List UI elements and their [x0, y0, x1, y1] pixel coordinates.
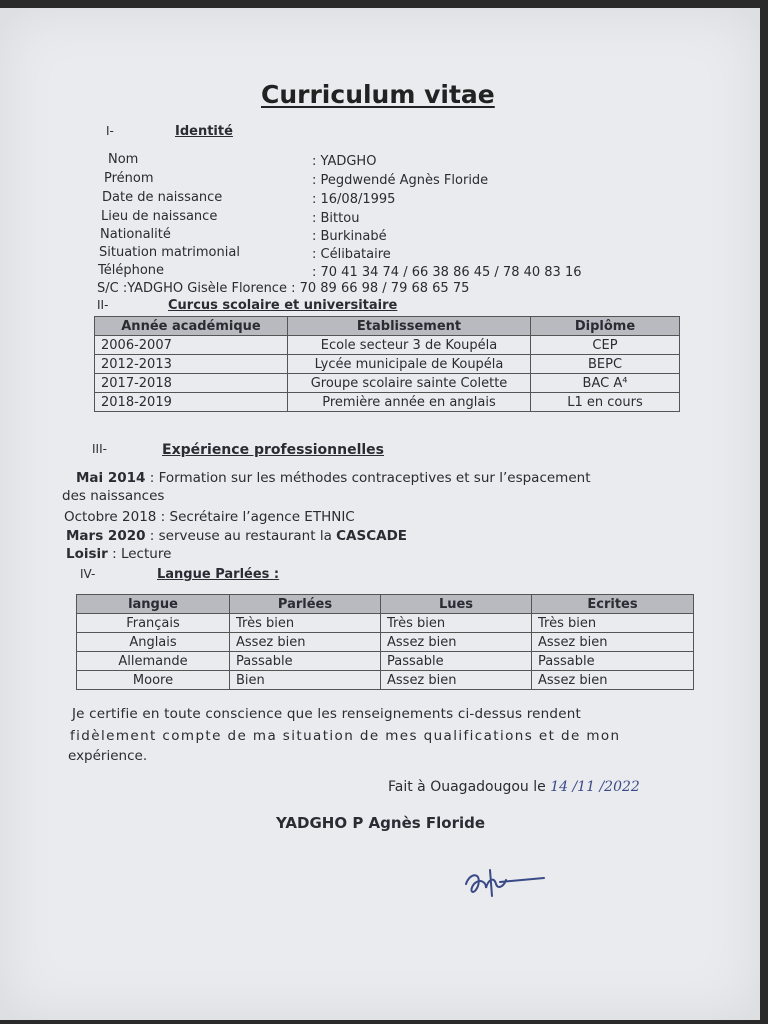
- value-nom: : YADGHO: [312, 154, 377, 169]
- section-title-experience: Expérience professionnelles: [162, 442, 385, 458]
- signatory-name: YADGHO P Agnès Floride: [276, 814, 486, 832]
- label-pob: Lieu de naissance: [101, 209, 218, 224]
- education-school: Groupe scolaire sainte Colette: [288, 374, 531, 393]
- value-nationality: : Burkinabé: [312, 229, 387, 244]
- label-nationality: Nationalité: [100, 227, 171, 242]
- label-prenom: Prénom: [104, 171, 154, 186]
- language-written: Assez bien: [532, 671, 694, 690]
- section-number-languages: IV-: [80, 567, 96, 581]
- table-row: [77, 633, 694, 652]
- table-row: [77, 671, 694, 690]
- education-year: 2012-2013: [95, 355, 288, 374]
- languages-header-language: langue: [77, 595, 230, 614]
- experience-place-3: CASCADE: [336, 528, 408, 544]
- value-marital: : Célibataire: [312, 247, 391, 262]
- place-date-line: [388, 779, 640, 795]
- education-diploma: BEPC: [531, 355, 680, 374]
- table-row: [95, 336, 680, 355]
- section-title-languages: Langue Parlées :: [157, 567, 280, 582]
- experience-date-3: Mars 2020: [66, 528, 146, 544]
- language-spoken: Très bien: [230, 614, 381, 633]
- language-read: Assez bien: [381, 633, 532, 652]
- contact-sc-line: S/C :YADGHO Gisèle Florence : 70 89 66 98 / 79 68 65 75: [97, 281, 470, 296]
- education-header-diploma: Diplôme: [531, 317, 680, 336]
- language-name: Allemande: [77, 652, 230, 671]
- section-number-experience: III-: [92, 442, 107, 456]
- value-pob: : Bittou: [312, 211, 360, 226]
- education-year: 2017-2018: [95, 374, 288, 393]
- education-table: [94, 316, 680, 412]
- signature-date: 14 /11 /2022: [550, 779, 640, 795]
- label-marital: Situation matrimonial: [99, 245, 240, 260]
- education-diploma: BAC A⁴: [531, 374, 680, 393]
- hobby-line: [66, 546, 171, 562]
- language-spoken: Passable: [230, 652, 381, 671]
- experience-line-1-cont: des naissances: [62, 488, 165, 504]
- education-year: 2006-2007: [95, 336, 288, 355]
- cv-page: [0, 8, 760, 1020]
- value-prenom: : Pegdwendé Agnès Floride: [312, 173, 489, 188]
- languages-header-read: Lues: [381, 595, 532, 614]
- education-school: Ecole secteur 3 de Koupéla: [288, 336, 531, 355]
- language-read: Très bien: [381, 614, 532, 633]
- education-diploma: CEP: [531, 336, 680, 355]
- language-read: Passable: [381, 652, 532, 671]
- education-year: 2018-2019: [95, 393, 288, 412]
- language-written: Passable: [532, 652, 694, 671]
- languages-header-row: [77, 595, 694, 614]
- education-header-year: Année académique: [95, 317, 288, 336]
- section-title-education: Curcus scolaire et universitaire: [168, 298, 398, 313]
- label-phone: Téléphone: [98, 263, 165, 278]
- table-row: [77, 614, 694, 633]
- language-spoken: Bien: [230, 671, 381, 690]
- section-title-identity: Identité: [175, 124, 233, 139]
- experience-date-1: Mai 2014: [76, 470, 146, 486]
- certification-line-3: expérience.: [68, 748, 148, 764]
- section-number-identity: I-: [106, 124, 114, 138]
- value-phone: : 70 41 34 74 / 66 38 86 45 / 78 40 83 16: [312, 265, 582, 280]
- table-row: [95, 393, 680, 412]
- education-header-school: Etablissement: [288, 317, 531, 336]
- certification-line-2: fidèlement compte de ma situation de mes qualifications et de mon: [70, 728, 621, 744]
- signature-place: Fait à Ouagadougou le: [388, 779, 546, 795]
- page-title: Curriculum vitae: [261, 80, 495, 109]
- label-dob: Date de naissance: [102, 190, 223, 205]
- table-row: [95, 374, 680, 393]
- certification-line-1: Je certifie en toute conscience que les renseignements ci-dessus rendent: [72, 706, 581, 722]
- education-school: Première année en anglais: [288, 393, 531, 412]
- value-dob: : 16/08/1995: [312, 192, 396, 207]
- language-name: Anglais: [77, 633, 230, 652]
- language-written: Assez bien: [532, 633, 694, 652]
- education-header-row: [95, 317, 680, 336]
- languages-header-written: Ecrites: [532, 595, 694, 614]
- language-name: Français: [77, 614, 230, 633]
- languages-header-spoken: Parlées: [230, 595, 381, 614]
- education-school: Lycée municipale de Koupéla: [288, 355, 531, 374]
- education-diploma: L1 en cours: [531, 393, 680, 412]
- experience-line-2: Octobre 2018 : Secrétaire l’agence ETHNIC: [64, 509, 355, 525]
- experience-line-3: [66, 528, 407, 544]
- language-read: Assez bien: [381, 671, 532, 690]
- language-name: Moore: [77, 671, 230, 690]
- section-number-education: II-: [97, 298, 109, 312]
- hobby-label: Loisir: [66, 546, 108, 562]
- table-row: [77, 652, 694, 671]
- experience-text-1: : Formation sur les méthodes contraceptives et sur l’espacement: [145, 470, 591, 486]
- language-written: Très bien: [532, 614, 694, 633]
- experience-line-1: [76, 470, 591, 486]
- languages-table: [76, 594, 694, 690]
- label-nom: Nom: [108, 152, 139, 167]
- hobby-value: : Lecture: [107, 546, 172, 562]
- language-spoken: Assez bien: [230, 633, 381, 652]
- table-row: [95, 355, 680, 374]
- handwritten-signature: [460, 866, 552, 910]
- experience-text-3: : serveuse au restaurant la: [145, 528, 337, 544]
